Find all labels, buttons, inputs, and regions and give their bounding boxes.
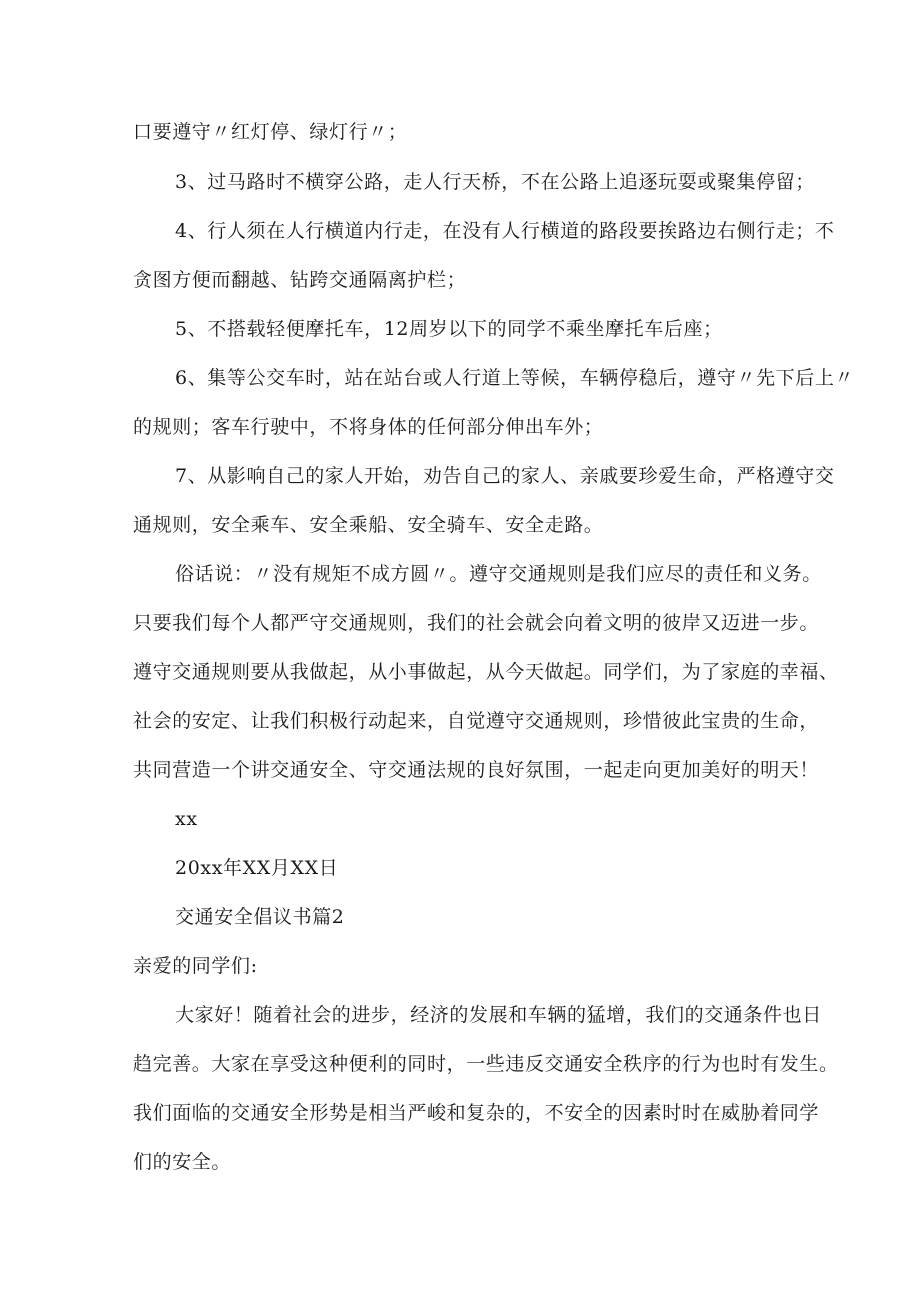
text-line: 共同营造一个讲交通安全、守交通法规的良好氛围，一起走向更加美好的明天！ [133, 759, 820, 781]
text-line: 3、过马路时不横穿公路，走人行天桥，不在公路上追逐玩耍或聚集停留； [175, 171, 815, 193]
signature-name: xx [175, 808, 198, 830]
text-line: 口要遵守〃红灯停、绿灯行〃； [133, 121, 408, 143]
text-line: 5、不搭载轻便摩托车，12周岁以下的同学不乘坐摩托车后座； [175, 318, 723, 340]
text-line: 趋完善。大家在享受这种便利的同时，一些违反交通安全秩序的行为也时有发生。 [133, 1053, 839, 1075]
text-line: 大家好！随着社会的进步，经济的发展和车辆的猛增，我们的交通条件也日 [175, 1004, 822, 1026]
text-line: 只要我们每个人都严守交通规则，我们的社会就会向着文明的彼岸又迈进一步。 [133, 612, 820, 634]
text-line: 4、行人须在人行横道内行走，在没有人行横道的路段要挨路边右侧行走；不 [175, 220, 835, 242]
text-line: 们的安全。 [133, 1151, 232, 1173]
section-title: 交通安全倡议书篇2 [175, 906, 345, 928]
text-line: 6、集等公交车时，站在站台或人行道上等候，车辆停稳后，遵守〃先下后上〃 [175, 367, 855, 389]
text-line: 通规则，安全乘车、安全乘船、安全骑车、安全走路。 [133, 514, 604, 536]
text-line: 俗话说：〃没有规矩不成方圆〃。遵守交通规则是我们应尽的责任和义务。 [175, 563, 822, 585]
signature-date: 20xx年XX月XX日 [175, 857, 339, 879]
text-line: 我们面临的交通安全形势是相当严峻和复杂的，不安全的因素时时在威胁着同学 [133, 1102, 820, 1124]
text-line: 的规则；客车行驶中，不将身体的任何部分伸出车外； [133, 416, 604, 438]
text-line: 7、从影响自己的家人开始，劝告自己的家人、亲戚要珍爱生命，严格遵守交 [175, 465, 835, 487]
text-line: 遵守交通规则要从我做起，从小事做起，从今天做起。同学们，为了家庭的幸福、 [133, 661, 839, 683]
salutation: 亲爱的同学们: [133, 955, 258, 977]
text-line: 贪图方便而翻越、钻跨交通隔离护栏； [133, 269, 467, 291]
text-line: 社会的安定、让我们积极行动起来，自觉遵守交通规则，珍惜彼此宝贵的生命， [133, 710, 820, 732]
